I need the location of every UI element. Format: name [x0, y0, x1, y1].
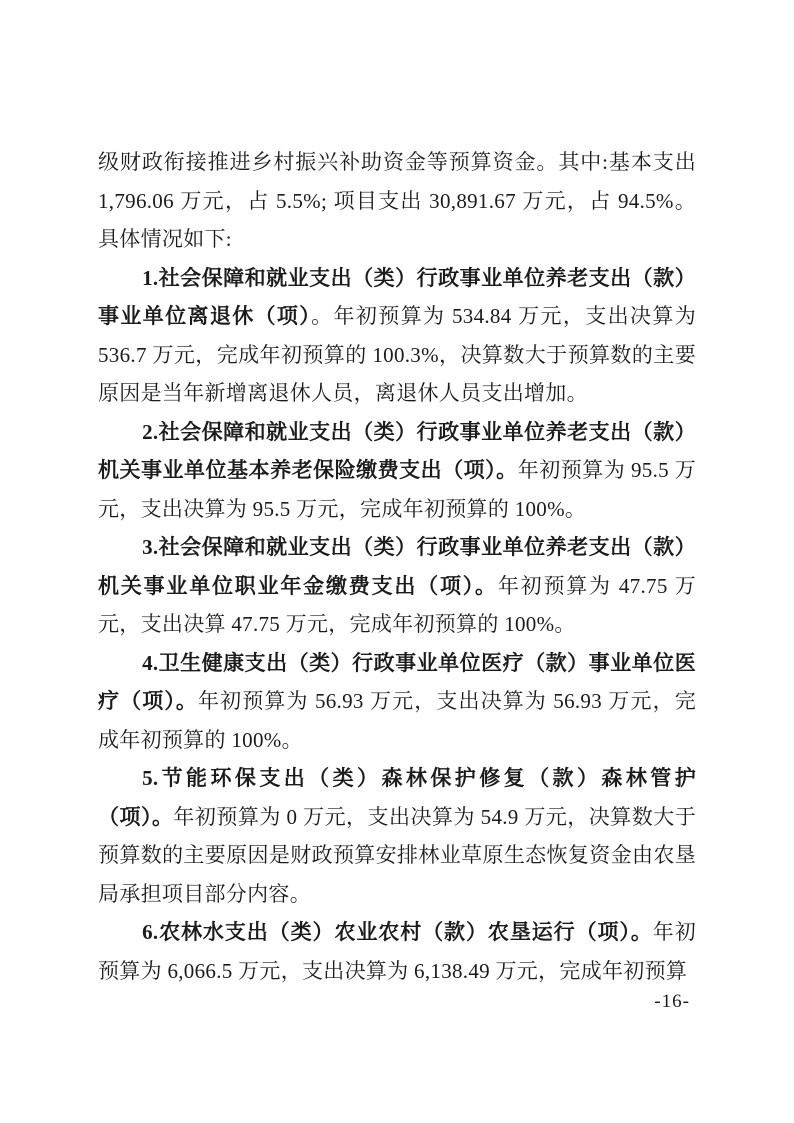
budget-item-5-heading: 5.节能环保支出（类）森林保护修复（款）森林管护（项）。 [98, 766, 696, 829]
budget-item-1-text: 。年初预算为 534.84 万元，支出决算为 536.7 万元，完成年初预算的 100.3%，决算数大于预算数的主要原因是当年新增离退休人员，离退休人员支出增加。 [98, 304, 696, 405]
budget-item-4 [98, 644, 696, 760]
budget-item-1-heading: 1.社会保障和就业支出（类）行政事业单位养老支出（款）事业单位离退休（项） [98, 265, 696, 328]
budget-item-4-heading: 4.卫生健康支出（类）行政事业单位医疗（款）事业单位医疗（项）。 [98, 650, 696, 713]
budget-item-5-text: 年初预算为 0 万元，支出决算为 54.9 万元，决算数大于预算数的主要原因是财政预算安排林业草原生态恢复资金由农垦局承担项目部分内容。 [98, 804, 696, 906]
document-body [98, 143, 696, 990]
budget-item-6-heading: 6.农林水支出（类）农业农村（款）农垦运行（项）。 [142, 920, 653, 944]
budget-item-2-heading: 2.社会保障和就业支出（类）行政事业单位养老支出（款）机关事业单位基本养老保险缴费支出（项）。 [98, 419, 696, 482]
budget-item-5 [98, 759, 696, 913]
budget-item-1 [98, 259, 696, 413]
budget-item-2-text: 年初预算为 95.5 万元，支出决算为 95.5 万元，完成年初预算的 100%。 [98, 458, 696, 521]
budget-item-3-heading: 3.社会保障和就业支出（类）行政事业单位养老支出（款）机关事业单位职业年金缴费支出（项）。 [98, 535, 696, 598]
budget-item-3-text: 年初预算为 47.75 万元，支出决算 47.75 万元，完成年初预算的 100%。 [98, 573, 696, 636]
budget-item-4-text: 年初预算为 56.93 万元，支出决算为 56.93 万元，完成年初预算的 100%。 [98, 689, 696, 752]
budget-item-2 [98, 413, 696, 529]
budget-item-3 [98, 528, 696, 644]
budget-item-6 [98, 913, 696, 990]
budget-item-6-text: 年初预算为 6,066.5 万元，支出决算为 6,138.49 万元，完成年初预算 [98, 920, 697, 983]
intro-paragraph: 级财政衔接推进乡村振兴补助资金等预算资金。其中:基本支出 1,796.06 万元，占 5.5%; 项目支出 30,891.67 万元，占 94.5%。具体情况如下: [98, 150, 696, 251]
page-number: -16- [654, 991, 690, 1012]
